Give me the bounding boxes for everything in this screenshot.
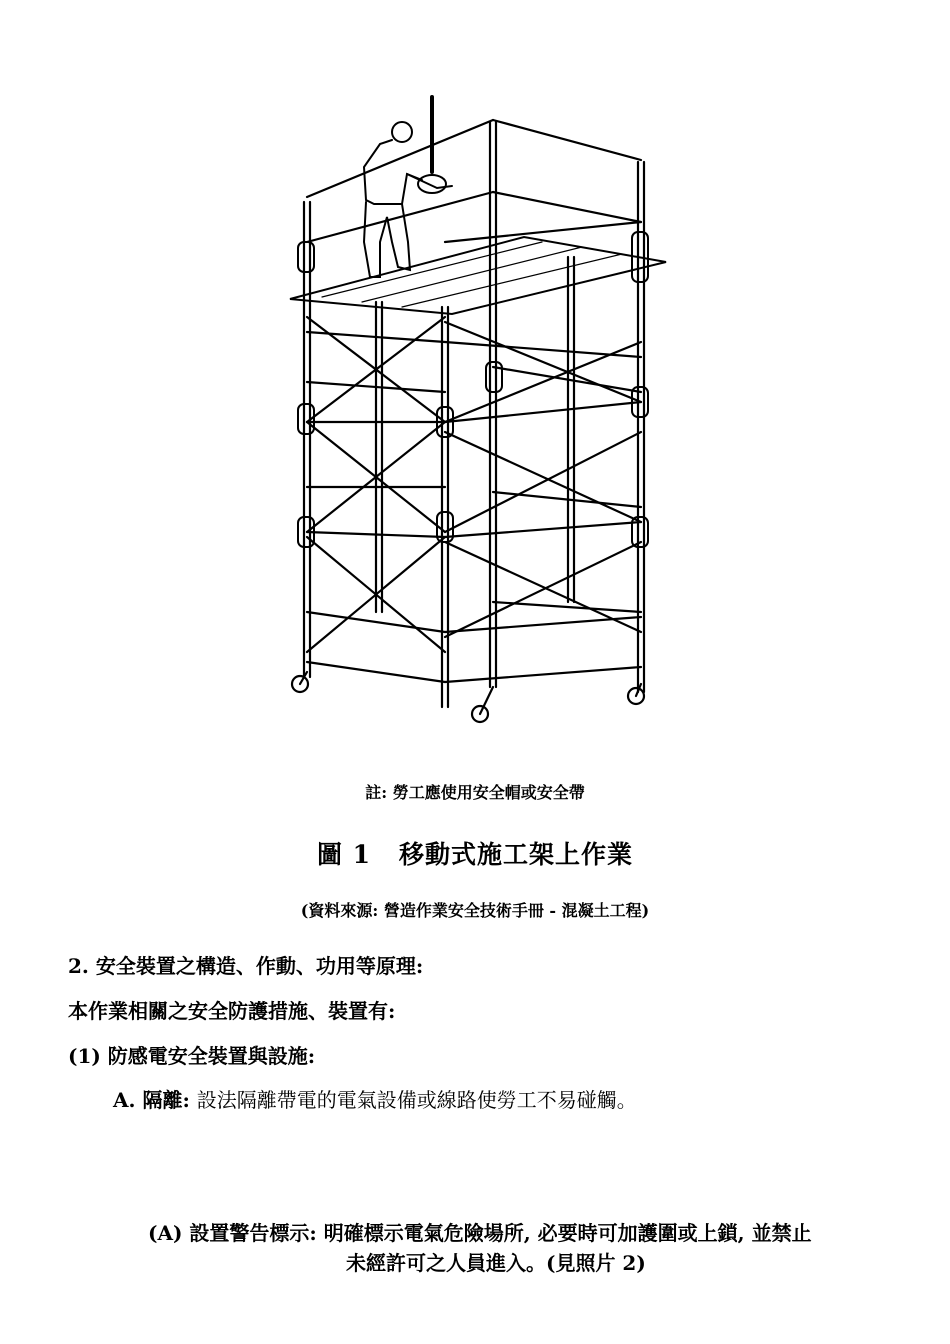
section-intro: 本作業相關之安全防護措施、裝置有: [68,999,396,1023]
figure-caption: 移動式施工架上作業 [399,840,634,869]
item-a-sub-a-line2: 未經許可之人員進入。(見照片 2) [346,1251,646,1275]
section-2-heading: 2. 安全裝置之構造、作動、功用等原理: [68,954,424,978]
figure-note: 註: 勞工應使用安全帽或安全帶 [365,783,585,802]
scaffold-illustration [262,92,682,732]
figure-title [0,835,950,871]
item-a [113,1084,637,1113]
item-a-text: 設法隔離帶電的電氣設備或線路使勞工不易碰觸。 [196,1088,637,1112]
item-a-sub-a-line1: (A) 設置警告標示: 明確標示電氣危險場所, 必要時可加護圍或上鎖, 並禁止 [148,1221,812,1245]
figure-source: (資料來源: 營造作業安全技術手冊 - 混凝土工程) [300,901,650,920]
item-1-heading: (1) 防感電安全裝置與設施: [68,1044,316,1068]
item-a-label: A. 隔離: [113,1088,190,1112]
figure-number: 圖 1 [316,840,372,869]
item-a-sub-a [148,1218,888,1278]
